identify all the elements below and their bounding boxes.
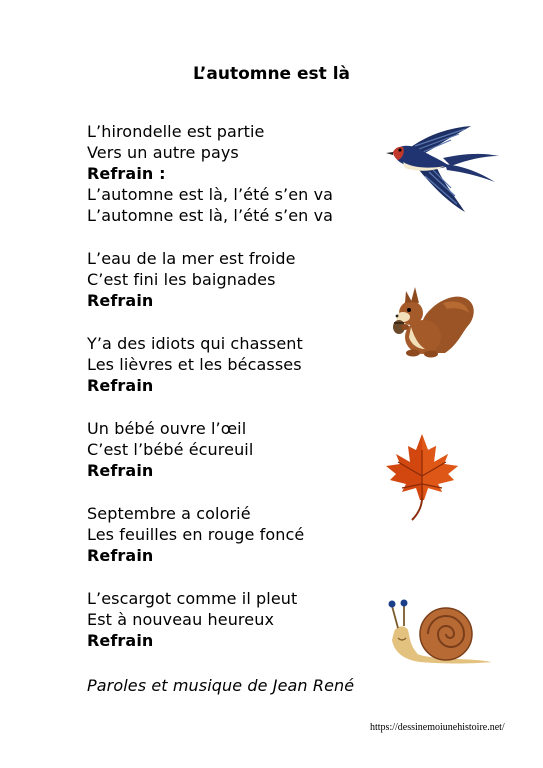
verse-line: Y’a des idiots qui chassent [87,334,303,353]
verse-line: L’eau de la mer est froide [87,249,296,268]
maple-leaf-icon [382,432,462,522]
verse-line: Septembre a colorié [87,504,251,523]
refrain-label: Refrain [87,291,154,310]
verse-line: C’est fini les baignades [87,270,276,289]
refrain-label: Refrain [87,546,154,565]
refrain-label: Refrain [87,461,154,480]
verse-line: C’est l’bébé écureuil [87,440,254,459]
refrain-line: L’automne est là, l’été s’en va [87,185,334,204]
verse-line: Vers un autre pays [87,143,239,162]
refrain-label: Refrain [87,376,154,395]
page-title: L’automne est là [192,64,351,84]
refrain-line: L’automne est là, l’été s’en va [87,206,334,225]
verse-line: Les lièvres et les bécasses [87,355,302,374]
refrain-label: Refrain [87,631,154,650]
snail-icon [384,598,496,666]
refrain-label: Refrain : [87,164,166,183]
verse-line: L’escargot comme il pleut [87,589,298,608]
squirrel-icon [385,283,477,359]
credits: Paroles et musique de Jean René [87,676,355,695]
verse-line: Un bébé ouvre l’œil [87,419,247,438]
verse-line: Les feuilles en rouge foncé [87,525,305,544]
source-link[interactable]: https://dessinemoiunehistoire.net/ [370,722,505,733]
swallow-icon [385,122,500,214]
verse-line: L’hirondelle est partie [87,122,265,141]
verse-line: Est à nouveau heureux [87,610,275,629]
